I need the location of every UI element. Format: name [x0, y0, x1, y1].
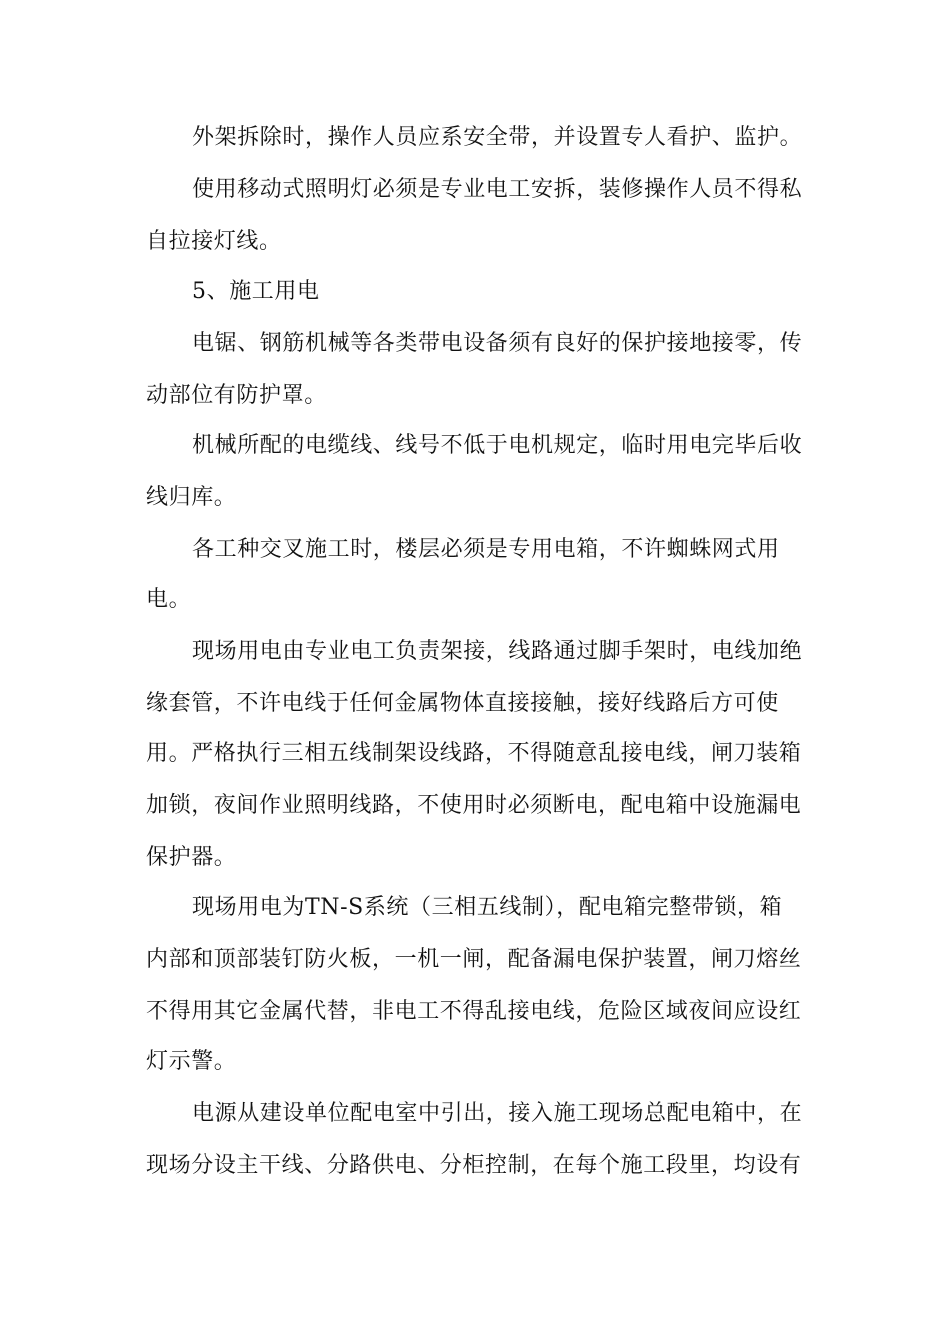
paragraph-line: 自拉接灯线。 [146, 229, 282, 254]
paragraph-line: 外架拆除时，操作人员应系安全带，并设置专人看护、监护。 [192, 125, 803, 150]
paragraph-line: 电锯、钢筋机械等各类带电设备须有良好的保护接地接零，传 [192, 331, 803, 356]
paragraph-line: 内部和顶部装钉防火板，一机一闸，配备漏电保护装置，闸刀熔丝 [146, 947, 802, 972]
paragraph-line: 灯示警。 [146, 1049, 237, 1074]
paragraph-line: 加锁，夜间作业照明线路，不使用时必须断电，配电箱中设施漏电 [146, 793, 802, 818]
paragraph-line: 不得用其它金属代替，非电工不得乱接电线，危险区域夜间应设红 [146, 999, 802, 1024]
paragraph-line: 现场分设主干线、分路供电、分柜控制，在每个施工段里，均设有 [146, 1153, 802, 1178]
paragraph-line: 现场用电由专业电工负责架接，线路通过脚手架时，电线加绝 [192, 639, 803, 664]
paragraph-line: 使用移动式照明灯必须是专业电工安拆，装修操作人员不得私 [192, 177, 803, 202]
paragraph-line: 现场用电为TN-S系统（三相五线制），配电箱完整带锁，箱 [192, 895, 783, 920]
paragraph-line: 用。严格执行三相五线制架设线路，不得随意乱接电线，闸刀装箱 [146, 741, 802, 766]
paragraph-line: 缘套管，不许电线于任何金属物体直接接触，接好线路后方可使 [146, 691, 779, 716]
paragraph-line: 各工种交叉施工时，楼层必须是专用电箱，不许蜘蛛网式用 [192, 537, 780, 562]
paragraph-line: 动部位有防护罩。 [146, 383, 327, 408]
paragraph-line: 线归库。 [146, 485, 237, 510]
paragraph-line: 电。 [146, 587, 192, 612]
paragraph-line: 电源从建设单位配电室中引出，接入施工现场总配电箱中，在 [192, 1101, 803, 1126]
paragraph-line: 机械所配的电缆线、线号不低于电机规定，临时用电完毕后收 [192, 433, 803, 458]
section-heading: 5、施工用电 [192, 279, 320, 304]
paragraph-line: 保护器。 [146, 845, 237, 870]
